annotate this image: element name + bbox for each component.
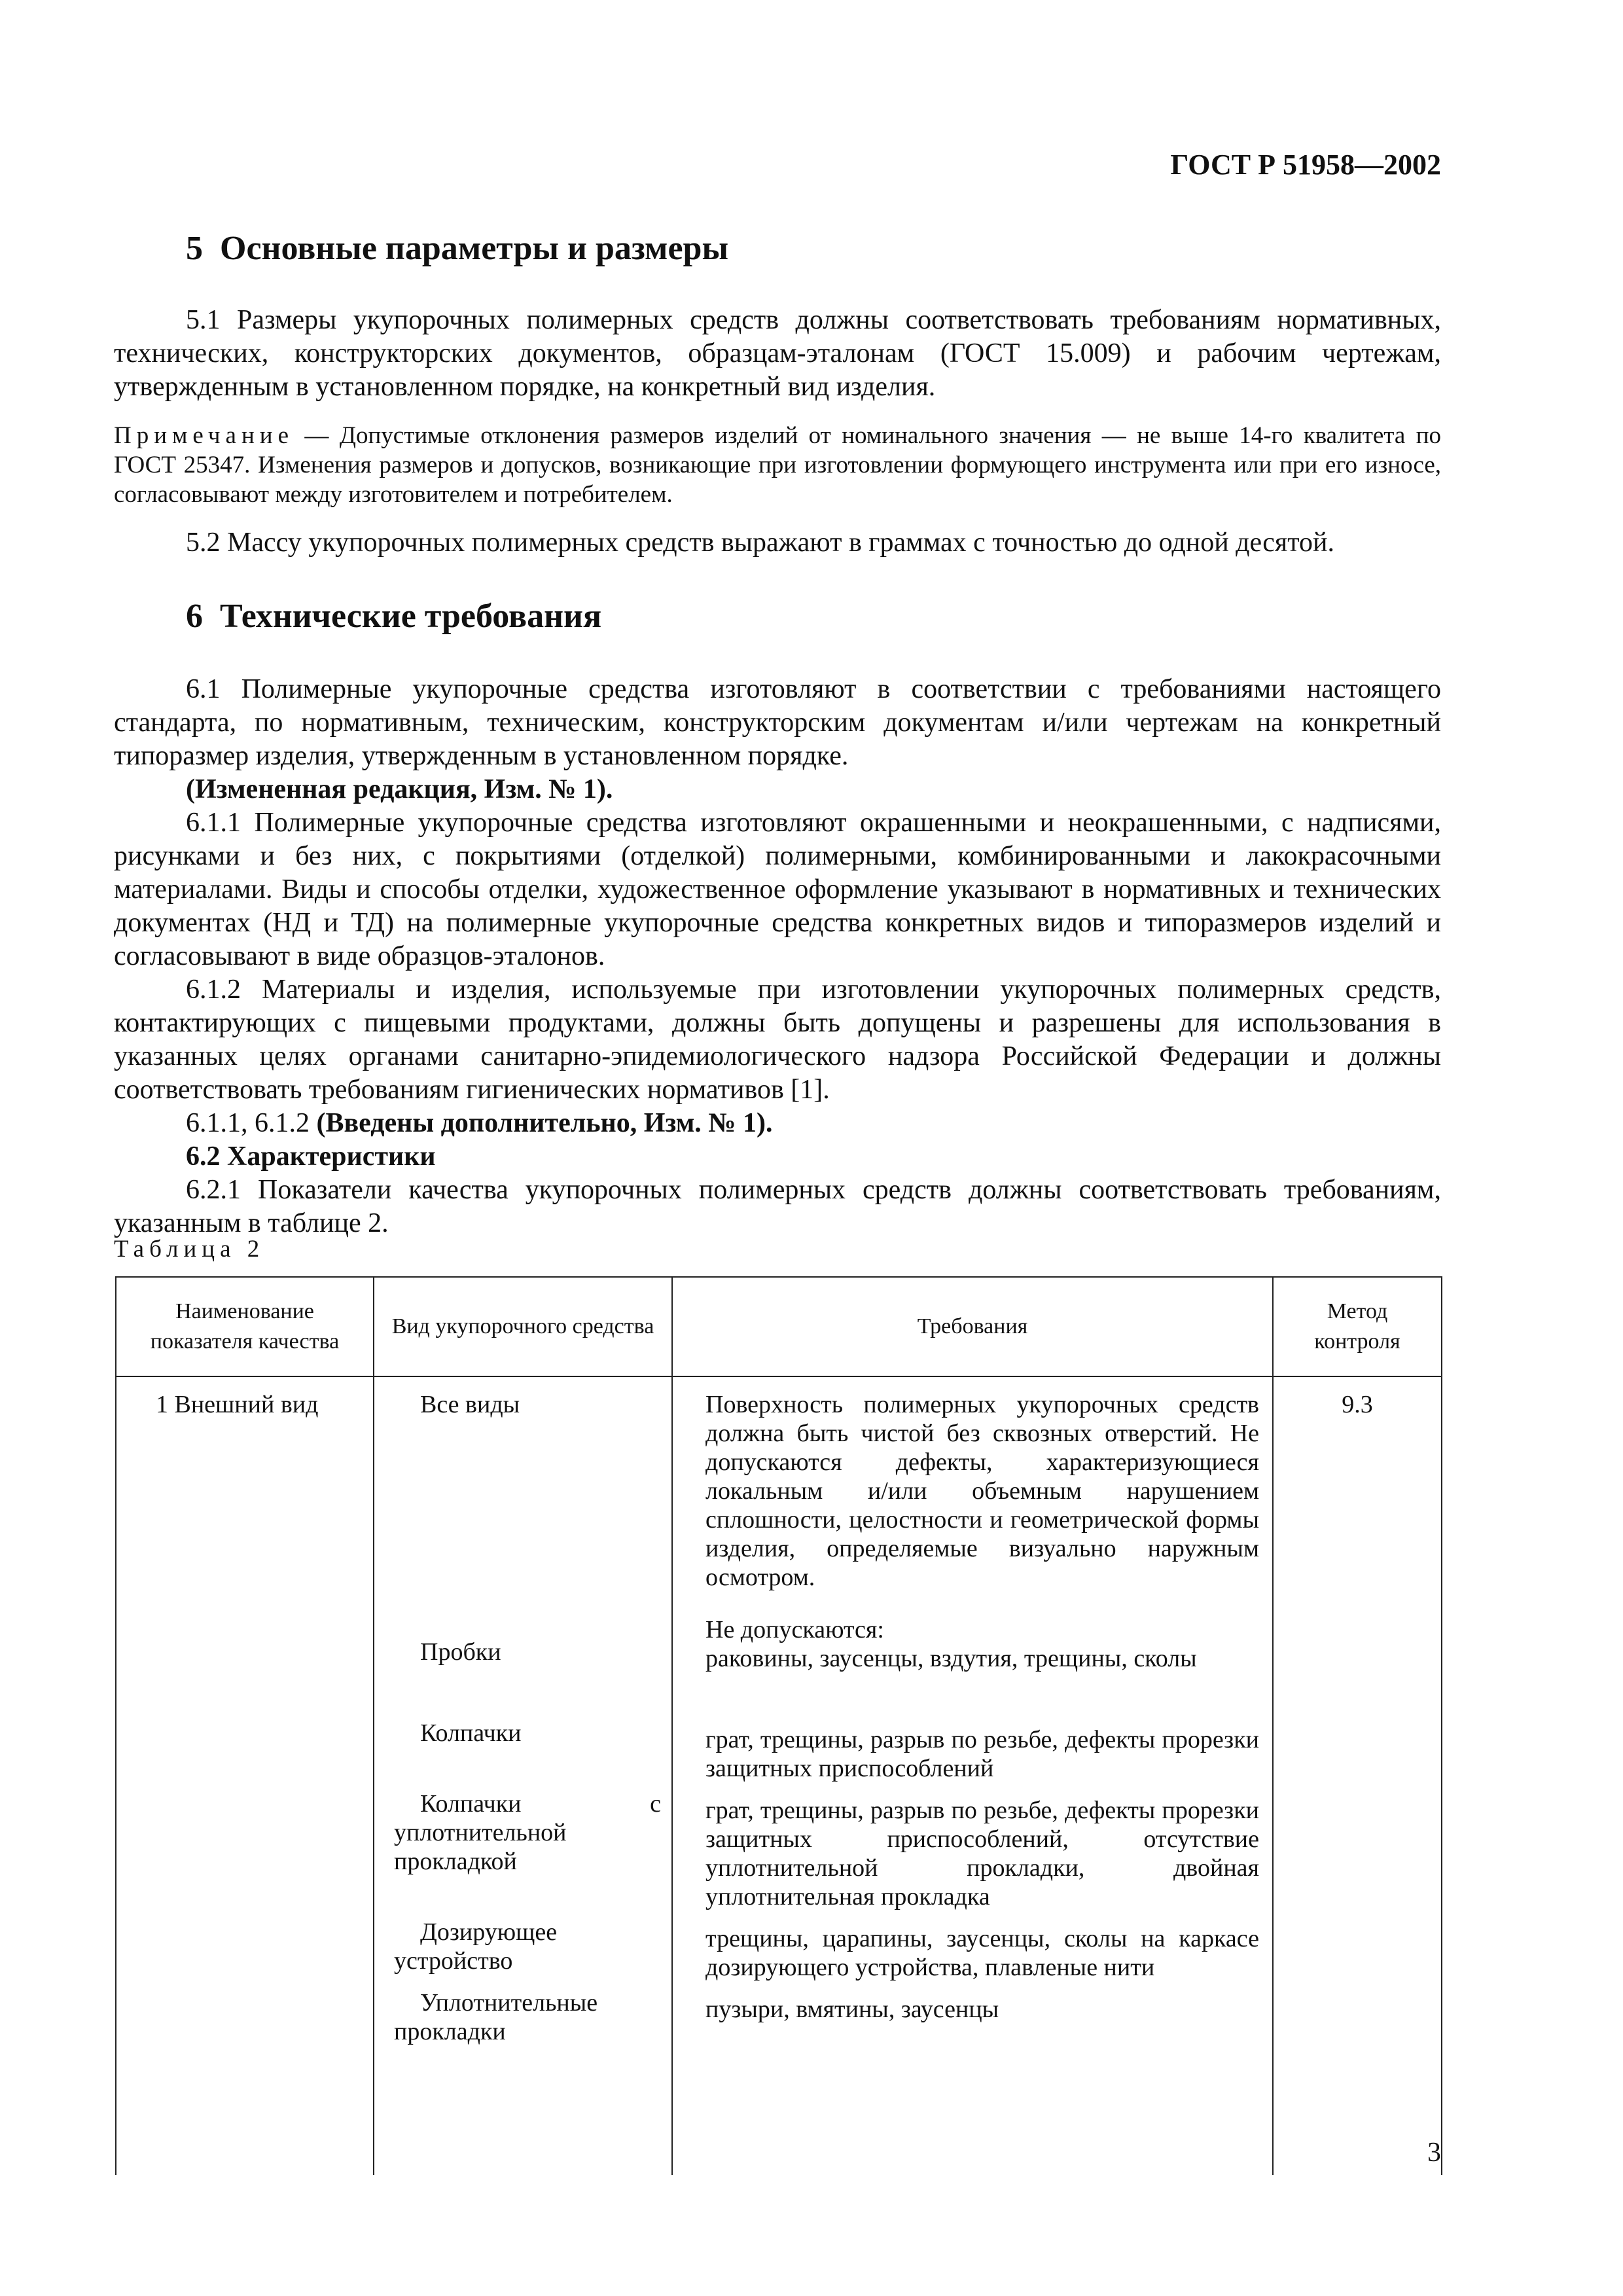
requirement-dosing-device: трещины, царапины, заусенцы, сколы на каркасе дозирующего устройства, плавленые нити	[705, 1925, 1259, 1981]
cell-indicator: 1 Внешний вид	[116, 1376, 374, 2175]
note-5-1	[114, 421, 1441, 509]
paragraph-5-1: 5.1 Размеры укупорочных полимерных средств должны соответствовать требованиям нормативных, технических, конструкторских документов, образцам-эталонам (ГОСТ 15.009) и рабочим чертежам, утвержденным в установленном порядке, на конкретный вид изделия.	[114, 305, 1441, 402]
section-6-number: 6	[186, 598, 203, 635]
kind-all: Все виды	[420, 1391, 520, 1418]
paragraph-5-2: 5.2 Массу укупорочных полимерных средств выражают в граммах с точностью до одной десятой.	[186, 528, 1334, 558]
kind-caps-with-gasket: Колпачки с уплотнительной прокладкой	[394, 1790, 661, 1875]
requirement-caps: грат, трещины, разрыв по резьбе, дефекты прорезки защитных приспособлений	[705, 1726, 1259, 1782]
header-requirements: Требования	[672, 1277, 1273, 1376]
paragraph-6-1: 6.1 Полимерные укупорочные средства изготовляют в соответствии с требованиями настоящего стандарта, по нормативным, техническим, конструкторским документам и/или чертежам на конкретный типоразмер изделия, утвержденным в установленном порядке.	[114, 674, 1441, 771]
section-6-title: Технические требования	[220, 598, 602, 635]
kind-caps: Колпачки	[420, 1719, 522, 1747]
amendment-text: (Введены дополнительно, Изм. № 1).	[316, 1108, 773, 1138]
kind-stoppers: Пробки	[420, 1638, 501, 1666]
table-row	[116, 1376, 1442, 2175]
paragraph-6-2-1: 6.2.1 Показатели качества укупорочных полимерных средств должны соответствовать требованиям, указанным в таблице 2.	[114, 1175, 1441, 1238]
table-header-row	[116, 1277, 1442, 1376]
amendment-note-2	[114, 1107, 1441, 1140]
requirement-stoppers: раковины, заусенцы, вздутия, трещины, сколы	[705, 1645, 1197, 1672]
section-6-heading	[186, 597, 601, 636]
header-method: Метод контроля	[1273, 1277, 1442, 1376]
table-caption: Таблица 2	[114, 1236, 265, 1263]
kind-dosing-device: Дозирующее устройство	[394, 1918, 558, 1975]
subsection-6-2-heading: 6.2 Характеристики	[186, 1141, 436, 1172]
document-code: ГОСТ Р 51958—2002	[1170, 149, 1441, 181]
requirement-gaskets: пузыри, вмятины, заусенцы	[705, 1996, 999, 2023]
requirement-caps-with-gasket: грат, трещины, разрыв по резьбе, дефекты прорезки защитных приспособлений, отсутствие уплотнительной прокладки, двойная уплотнительная прокладка	[705, 1797, 1259, 1910]
table-2	[115, 1276, 1442, 2175]
section-5-body	[114, 304, 1441, 560]
note-text: — Допустимые отклонения размеров изделий от номинального значения — не выше 14-го квалитета по ГОСТ 25347. Изменения размеров и допусков, возникающие при изготовлении формующего инструмента или при его износе, согласовывают между изготовителем и потребителем.	[114, 422, 1441, 508]
note-label: Примечание	[114, 422, 294, 449]
amendment-refs: 6.1.1, 6.1.2	[186, 1108, 317, 1138]
cell-requirements	[672, 1376, 1273, 2175]
not-allowed-label: Не допускаются:	[705, 1616, 884, 1643]
requirement-general: Поверхность полимерных укупорочных средств должна быть чистой без сквозных отверстий. Не допускаются дефекты, характеризующиеся локальным и/или объемным нарушением сплошности, целостности и геометрической формы изделия, определяемые визуально наружным осмотром.	[705, 1391, 1259, 1591]
paragraph-6-1-2: 6.1.2 Материалы и изделия, используемые при изготовлении укупорочных полимерных средств, контактирующих с пищевыми продуктами, должны быть допущены и разрешены для использования в указанных целях органами санитарно-эпидемиологического надзора Российской Федерации и должны соответствовать требованиям гигиенических нормативов [1].	[114, 975, 1441, 1105]
header-indicator: Наименование показателя качества	[116, 1277, 374, 1376]
kind-gaskets: Уплотнительные прокладки	[394, 1989, 598, 2045]
header-closure-kind: Вид укупорочного средства	[374, 1277, 672, 1376]
paragraph-6-1-1: 6.1.1 Полимерные укупорочные средства изготовляют окрашенными и неокрашенными, с надписями, рисунками и без них, с покрытиями (отделкой) полимерными, комбинированными и лакокрасочными материалами. Виды и способы отделки, художественное оформление указывают в нормативных и технических документах (НД и ТД) на полимерные укупорочные средства конкретных видов и типоразмеров изделий и согласовывают в виде образцов-эталонов.	[114, 808, 1441, 971]
section-5-title: Основные параметры и размеры	[220, 230, 729, 267]
section-5-heading	[186, 229, 728, 268]
amendment-note-1: (Измененная редакция, Изм. № 1).	[186, 774, 613, 804]
page-number: 3	[1427, 2138, 1441, 2168]
section-6-body	[114, 673, 1441, 1240]
section-5-number: 5	[186, 230, 203, 267]
cell-closure-kinds	[374, 1376, 672, 2175]
cell-method: 9.3	[1273, 1376, 1442, 2175]
